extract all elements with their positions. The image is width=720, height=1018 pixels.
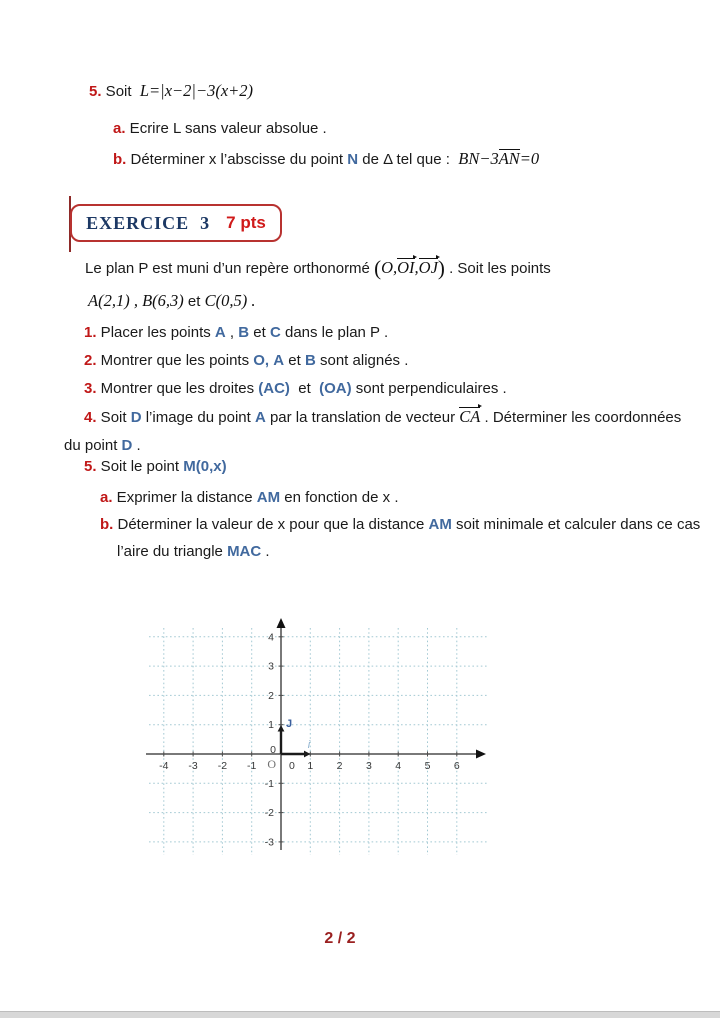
text-segment: M(0,x): [183, 458, 227, 475]
text-segment: Placer les points: [96, 324, 215, 341]
text-segment: Soit: [101, 83, 140, 100]
exercise3-item1-line: [84, 322, 388, 343]
exercise3-item2-line: [84, 350, 408, 371]
text-segment: par la translation de vecteur: [265, 409, 460, 426]
svg-text:-3: -3: [188, 760, 198, 772]
exercise2-item5-line: [89, 80, 253, 102]
text-segment: D: [130, 409, 142, 426]
text-segment: A: [214, 324, 226, 341]
svg-text:-4: -4: [159, 760, 169, 772]
svg-text:1: 1: [268, 719, 274, 732]
text-segment: et: [289, 380, 320, 397]
svg-text:O: O: [267, 757, 276, 771]
svg-text:-3: -3: [264, 836, 274, 849]
svg-text:-1: -1: [264, 777, 274, 790]
svg-text:5: 5: [424, 760, 431, 772]
text-segment: . Déterminer les coordonnées: [480, 409, 682, 426]
text-segment: 1.: [84, 324, 97, 341]
text-segment: Déterminer x l’abscisse du point: [126, 151, 348, 168]
text-segment: ,: [414, 258, 419, 277]
text-segment: de: [358, 151, 384, 168]
text-segment: .: [132, 437, 141, 454]
text-segment: 5.: [84, 458, 97, 475]
text-segment: Montrer que les points: [96, 352, 254, 369]
page-bottom-edge: [0, 1011, 720, 1018]
text-segment: l’image du point: [141, 409, 255, 426]
text-segment: OJ: [418, 258, 438, 277]
text-segment: . Soit les points: [444, 260, 551, 277]
text-segment: et: [284, 352, 305, 369]
svg-text:3: 3: [365, 760, 372, 772]
svg-text:i: i: [307, 739, 311, 751]
text-segment: tel que :: [392, 151, 459, 168]
text-segment: N: [347, 151, 359, 168]
text-segment: 3.: [84, 380, 97, 397]
text-segment: 2.: [84, 352, 97, 369]
text-segment: B: [304, 352, 316, 369]
svg-text:J: J: [286, 718, 293, 730]
text-segment: O,: [381, 258, 398, 277]
svg-text:2: 2: [336, 760, 343, 772]
text-segment: Montrer que les droites: [96, 380, 259, 397]
svg-text:2: 2: [268, 689, 274, 702]
text-segment: A(2,1) , B(6,3): [88, 291, 184, 310]
exercise2-item5a-line: [113, 118, 327, 139]
text-segment: =0: [519, 149, 540, 168]
text-segment: AM: [256, 489, 281, 506]
text-segment: AM: [428, 516, 452, 533]
text-segment: C(0,5) .: [204, 291, 256, 310]
exercise2-item5b-line: [113, 148, 539, 170]
text-segment: (OA): [319, 380, 352, 397]
svg-text:0: 0: [270, 744, 276, 756]
text-segment: ,: [225, 324, 239, 341]
text-segment: l’aire du triangle: [117, 543, 228, 560]
text-segment: .: [261, 543, 270, 560]
text-segment: dans le plan P .: [280, 324, 389, 341]
text-segment: Soit: [96, 409, 131, 426]
text-segment: Ecrire L sans valeur absolue .: [125, 120, 327, 137]
exercise3-item3-line: [84, 378, 507, 399]
text-segment: Le plan P est muni d’un repère orthonormé: [85, 260, 375, 277]
text-segment: en fonction de x .: [280, 489, 399, 506]
svg-text:1: 1: [307, 760, 314, 772]
exercise3-item5-line: [84, 456, 227, 477]
text-segment: du point: [64, 437, 122, 454]
text-segment: ): [437, 256, 445, 280]
coordinate-grid-svg: [145, 617, 490, 863]
svg-text:0: 0: [289, 760, 295, 772]
text-segment: 5.: [89, 83, 102, 100]
svg-text:6: 6: [453, 760, 460, 772]
exercise3-item4-line: [84, 407, 681, 428]
svg-text:-2: -2: [217, 760, 228, 772]
text-segment: L=|x−2|−3(x+2): [139, 81, 254, 100]
text-segment: A: [254, 409, 266, 426]
text-segment: Exprimer la distance: [112, 489, 257, 506]
text-segment: CA: [459, 407, 481, 426]
text-segment: b.: [100, 516, 114, 533]
svg-text:-1: -1: [247, 760, 257, 772]
exercise3-item4-continuation-line: [64, 435, 141, 456]
text-segment: soit minimale et calculer dans ce cas: [451, 516, 701, 533]
text-segment: O,: [253, 352, 270, 369]
text-segment: b.: [113, 151, 127, 168]
text-segment: a.: [113, 120, 126, 137]
exercise-header-box: [70, 204, 282, 242]
svg-text:4: 4: [395, 760, 402, 772]
svg-text:4: 4: [268, 631, 274, 644]
text-segment: B: [238, 324, 250, 341]
text-segment: 4.: [84, 409, 97, 426]
exercise3-item5b-continuation-line: [117, 541, 270, 562]
text-segment: sont alignés .: [315, 352, 409, 369]
text-segment: sont perpendiculaires .: [351, 380, 507, 397]
text-segment: (AC): [258, 380, 290, 397]
coordinate-plane: [145, 617, 490, 863]
text-segment: Δ: [383, 151, 393, 168]
svg-text:3: 3: [268, 660, 274, 673]
exercise3-intro-line: [85, 257, 551, 279]
exercise3-item5b-line: [100, 514, 700, 535]
text-segment: AN: [498, 149, 520, 168]
text-segment: et: [249, 324, 270, 341]
text-segment: A: [273, 352, 285, 369]
exercise3-points-line: [88, 290, 256, 312]
svg-text:-2: -2: [264, 807, 274, 820]
text-segment: BN−3: [458, 149, 499, 168]
exercise3-item5a-line: [100, 487, 399, 508]
page-number: 2 / 2: [324, 930, 356, 947]
text-segment: Déterminer la valeur de x pour que la distance: [113, 516, 429, 533]
exercise-title: EXERCICE 3: [86, 212, 211, 233]
text-segment: MAC: [227, 543, 262, 560]
text-segment: OI: [397, 258, 415, 277]
text-segment: C: [269, 324, 281, 341]
exercise-points-badge: 7 pts: [226, 213, 266, 232]
text-segment: Soit le point: [96, 458, 184, 475]
text-segment: a.: [100, 489, 113, 506]
text-segment: (: [374, 256, 382, 280]
text-segment: et: [183, 293, 205, 310]
text-segment: D: [121, 437, 133, 454]
